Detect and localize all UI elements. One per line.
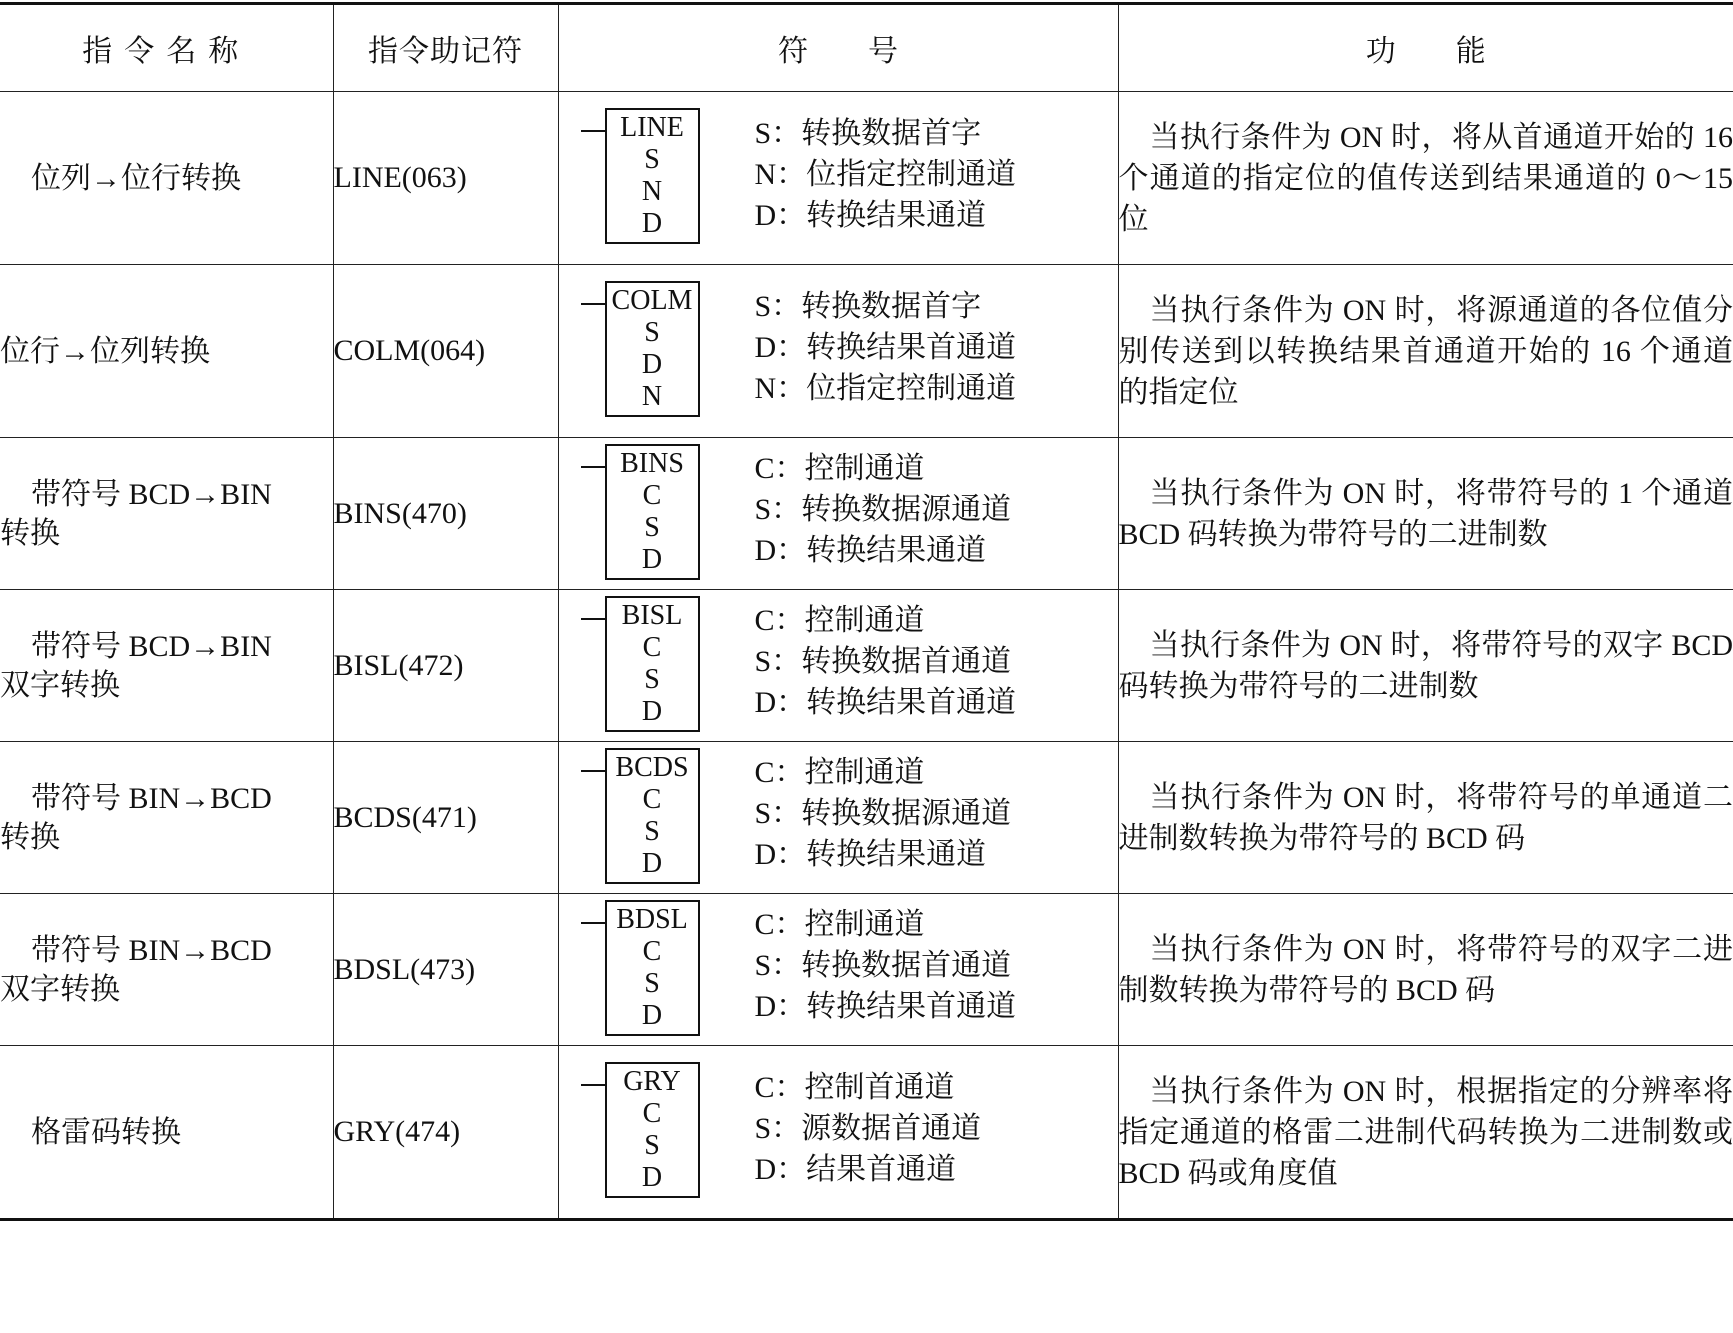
operand-item: D：转换结果首通道: [754, 686, 1017, 719]
header-mnemonic: 指令助记符: [333, 4, 558, 92]
ladder-symbol-box: [605, 1062, 700, 1198]
instruction-name: 带符号 BCD→BIN: [31, 629, 272, 663]
symbol-mnemonic: BINS: [620, 448, 684, 479]
instruction-name-cont: 双字转换: [0, 972, 120, 1006]
symbol-operand: S: [644, 664, 660, 695]
instruction-symbol-cell: [558, 742, 1118, 894]
instruction-symbol-cell: [558, 1046, 1118, 1220]
symbol-mnemonic: LINE: [620, 112, 684, 143]
instruction-function: 当执行条件为 ON 时，将带符号的双字 BCD 码转换为带符号的二进制数: [1118, 590, 1733, 742]
symbol-operand: S: [644, 968, 660, 999]
instruction-symbol-cell: [558, 894, 1118, 1046]
instruction-name-cont: 双字转换: [0, 668, 120, 702]
operand-list: [755, 113, 1017, 236]
operand-item: S：转换数据首字: [754, 290, 982, 323]
instruction-name-cell: [0, 742, 333, 894]
operand-list: [755, 448, 1012, 571]
instruction-mnemonic: BCDS(471): [333, 742, 558, 894]
instruction-name-cont: 转换: [0, 820, 60, 854]
ladder-input-wire: [581, 130, 605, 132]
operand-item: D：转换结果通道: [754, 534, 987, 567]
operand-item: S：转换数据首字: [754, 117, 982, 150]
instruction-symbol-cell: [558, 92, 1118, 265]
operand-item: C：控制首通道: [754, 1071, 955, 1104]
table-row: [0, 265, 1733, 438]
operand-item: S：转换数据源通道: [754, 797, 1012, 830]
table-row: [0, 92, 1733, 265]
symbol-operand: D: [641, 208, 663, 239]
header-function: 功能: [1118, 4, 1733, 92]
ladder-input-wire: [581, 922, 605, 924]
operand-item: D：转换结果首通道: [754, 990, 1017, 1023]
operand-item: S：源数据首通道: [754, 1112, 982, 1145]
symbol-mnemonic: GRY: [623, 1066, 681, 1097]
instruction-name-cell: [0, 590, 333, 742]
operand-item: S：转换数据首通道: [754, 645, 1012, 678]
symbol-operand: S: [644, 512, 660, 543]
ladder-input-wire: [581, 1084, 605, 1086]
table-row: [0, 742, 1733, 894]
operand-item: D：转换结果通道: [754, 838, 987, 871]
ladder-symbol-box: [605, 444, 700, 580]
instruction-mnemonic: BISL(472): [333, 590, 558, 742]
instruction-table: [0, 2, 1733, 1221]
symbol-operand: C: [642, 1098, 662, 1129]
symbol-operand: D: [641, 1000, 663, 1031]
operand-item: S：转换数据源通道: [754, 493, 1012, 526]
symbol-mnemonic: BISL: [621, 600, 683, 631]
instruction-function: 当执行条件为 ON 时，将源通道的各位值分别传送到以转换结果首通道开始的 16 个通道的指定位: [1118, 265, 1733, 438]
instruction-name-cell: [0, 265, 333, 438]
instruction-function: 当执行条件为 ON 时，将带符号的双字二进制数转换为带符号的 BCD 码: [1118, 894, 1733, 1046]
operand-item: N：位指定控制通道: [754, 158, 1017, 191]
instruction-name: 格雷码转换: [31, 1115, 181, 1149]
instruction-function: 当执行条件为 ON 时，根据指定的分辨率将指定通道的格雷二进制代码转换为二进制数或 BCD 码或角度值: [1118, 1046, 1733, 1220]
header-name: 指令名称: [0, 4, 333, 92]
ladder-symbol-box: [605, 596, 700, 732]
table-row: [0, 590, 1733, 742]
operand-item: C：控制通道: [754, 756, 925, 789]
table-row: [0, 438, 1733, 590]
table-row: [0, 1046, 1733, 1220]
symbol-operand: S: [644, 144, 660, 175]
symbol-operand: S: [644, 1130, 660, 1161]
symbol-operand: C: [642, 480, 662, 511]
operand-item: D：结果首通道: [754, 1153, 957, 1186]
instruction-name-cell: [0, 92, 333, 265]
symbol-mnemonic: BDSL: [616, 904, 688, 935]
ladder-input-wire: [581, 770, 605, 772]
ladder-symbol-box: [605, 281, 700, 417]
ladder-input-wire: [581, 618, 605, 620]
symbol-operand: N: [641, 176, 663, 207]
instruction-mnemonic: COLM(064): [333, 265, 558, 438]
instruction-name: 带符号 BCD→BIN: [31, 477, 272, 511]
symbol-operand: S: [644, 317, 660, 348]
instruction-name-cont: 转换: [0, 516, 60, 550]
symbol-operand: C: [642, 936, 662, 967]
instruction-function: 当执行条件为 ON 时，将带符号的单通道二进制数转换为带符号的 BCD 码: [1118, 742, 1733, 894]
instruction-name: 带符号 BIN→BCD: [31, 781, 272, 815]
symbol-operand: S: [644, 816, 660, 847]
instruction-name: 位行→位列转换: [0, 334, 210, 368]
header-row: [0, 4, 1733, 92]
instruction-mnemonic: BINS(470): [333, 438, 558, 590]
instruction-symbol-cell: [558, 265, 1118, 438]
operand-item: N：位指定控制通道: [754, 372, 1017, 405]
operand-item: C：控制通道: [754, 908, 925, 941]
instruction-mnemonic: LINE(063): [333, 92, 558, 265]
symbol-operand: D: [641, 544, 663, 575]
instruction-function: 当执行条件为 ON 时，将从首通道开始的 16 个通道的指定位的值传送到结果通道的 0～15 位: [1118, 92, 1733, 265]
symbol-operand: C: [642, 632, 662, 663]
ladder-input-wire: [581, 303, 605, 305]
operand-item: C：控制通道: [754, 604, 925, 637]
symbol-operand: N: [641, 381, 663, 412]
symbol-operand: D: [641, 349, 663, 380]
ladder-symbol-box: [605, 748, 700, 884]
symbol-operand: D: [641, 1162, 663, 1193]
operand-list: [755, 752, 1012, 875]
instruction-name-cell: [0, 894, 333, 1046]
instruction-name-cell: [0, 438, 333, 590]
operand-list: [755, 1067, 982, 1190]
instruction-symbol-cell: [558, 590, 1118, 742]
instruction-function: 当执行条件为 ON 时，将带符号的 1 个通道 BCD 码转换为带符号的二进制数: [1118, 438, 1733, 590]
symbol-operand: D: [641, 848, 663, 879]
symbol-operand: D: [641, 696, 663, 727]
operand-item: S：转换数据首通道: [754, 949, 1012, 982]
ladder-symbol-box: [605, 900, 700, 1036]
symbol-mnemonic: BCDS: [615, 752, 689, 783]
operand-item: D：转换结果首通道: [754, 331, 1017, 364]
operand-item: C：控制通道: [754, 452, 925, 485]
ladder-symbol-box: [605, 108, 700, 244]
instruction-name: 位列→位行转换: [31, 161, 241, 195]
symbol-operand: C: [642, 784, 662, 815]
operand-list: [755, 286, 1017, 409]
symbol-mnemonic: COLM: [611, 285, 693, 316]
instruction-mnemonic: GRY(474): [333, 1046, 558, 1220]
operand-list: [755, 600, 1017, 723]
table-row: [0, 894, 1733, 1046]
instruction-name-cell: [0, 1046, 333, 1220]
instruction-symbol-cell: [558, 438, 1118, 590]
instruction-mnemonic: BDSL(473): [333, 894, 558, 1046]
operand-item: D：转换结果通道: [754, 199, 987, 232]
ladder-input-wire: [581, 466, 605, 468]
header-symbol: 符号: [558, 4, 1118, 92]
operand-list: [755, 904, 1017, 1027]
instruction-name: 带符号 BIN→BCD: [31, 933, 272, 967]
